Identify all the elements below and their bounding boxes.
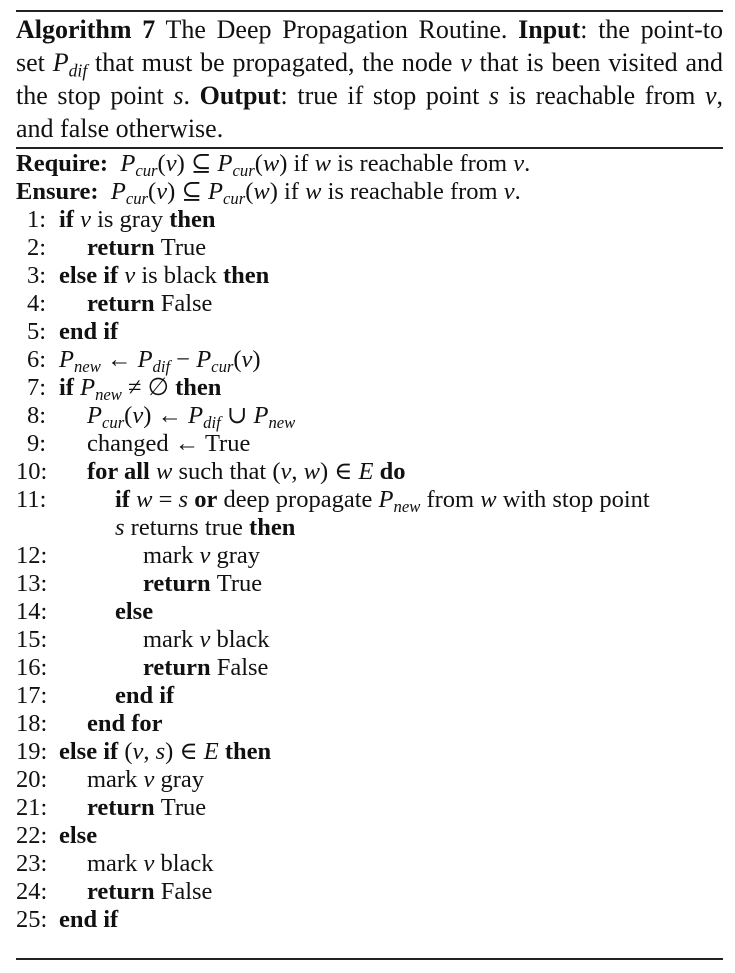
text: is gray <box>90 206 170 233</box>
ensure-content <box>16 178 521 206</box>
math-var: v <box>143 766 155 793</box>
text: mark <box>87 766 144 793</box>
line-content <box>87 290 212 318</box>
algorithm-caption <box>16 13 723 145</box>
text: is reachable from <box>330 150 514 177</box>
line-content <box>87 430 250 458</box>
math-var: v <box>199 542 211 569</box>
line-content <box>59 318 118 346</box>
math-sym: ∪ <box>220 402 254 429</box>
math-var: P <box>137 346 153 373</box>
math-var: v <box>280 458 292 485</box>
math-var: v <box>199 626 211 653</box>
algo-line-24 <box>16 878 723 906</box>
text: mark <box>143 542 200 569</box>
line-number: 23: <box>16 850 48 877</box>
line-number: 8: <box>26 402 46 429</box>
math-sub: cur <box>125 188 149 208</box>
require-content <box>16 150 530 178</box>
algo-line-9 <box>16 430 723 458</box>
line-content <box>143 542 260 570</box>
math-var: w <box>305 178 322 205</box>
algo-line-11 <box>16 486 723 542</box>
line-content <box>59 906 118 934</box>
math-sym: , <box>291 458 304 485</box>
algo-line-21 <box>16 794 723 822</box>
caption-text: . <box>183 81 200 110</box>
math-var: w <box>480 486 497 513</box>
caption-text: is reachable from <box>499 81 705 110</box>
line-number: 12: <box>16 542 48 569</box>
math-var: P <box>188 402 204 429</box>
math-sub: cur <box>211 356 234 376</box>
algo-line-20 <box>16 766 723 794</box>
algo-line-15 <box>16 626 723 654</box>
text: changed ← <box>87 430 205 457</box>
line-number: 4: <box>26 290 46 317</box>
math-sym: ∈ <box>328 458 359 485</box>
line-content <box>87 458 406 486</box>
line-content <box>143 654 268 682</box>
require-label: Require: <box>16 150 109 177</box>
line-number: 13: <box>16 570 48 597</box>
math-sym: ⊆ <box>184 150 218 177</box>
math-var: w <box>262 150 280 177</box>
math-var: v <box>503 178 515 205</box>
math-var: P <box>120 150 136 177</box>
math-sym: − <box>170 346 197 373</box>
math-var: v <box>124 262 136 289</box>
line-content <box>87 766 204 794</box>
math-var: s <box>178 486 189 513</box>
math-sym: ( <box>124 402 133 429</box>
line-number: 19: <box>16 738 48 765</box>
text: gray <box>210 542 261 569</box>
line-number: 22: <box>16 822 48 849</box>
math-sym: ⊆ <box>175 178 209 205</box>
algo-line-4 <box>16 290 723 318</box>
line-content <box>115 486 650 514</box>
line-number: 11: <box>16 486 47 513</box>
math-var: w <box>303 458 320 485</box>
text: if <box>287 150 315 177</box>
math-sym: ( <box>233 346 242 373</box>
math-var: v <box>132 738 144 765</box>
math-var: P <box>217 150 233 177</box>
line-content <box>59 374 221 402</box>
math-var: P <box>208 178 223 205</box>
line-content <box>87 710 163 738</box>
keyword: else <box>115 598 154 625</box>
algorithm-title: The Deep Propagation Routine. <box>165 15 508 44</box>
line-number: 7: <box>26 374 46 401</box>
math-sym: , <box>143 738 156 765</box>
algorithm-label: Algorithm 7 <box>16 15 156 44</box>
algo-line-22 <box>16 822 723 850</box>
caption-text: that must be propagated, the node <box>87 48 461 77</box>
text: black <box>210 626 270 653</box>
keyword: then <box>249 514 296 541</box>
math-var: v <box>143 850 155 877</box>
keyword: return <box>87 234 155 261</box>
math-sub: cur <box>232 160 255 180</box>
keyword: then <box>222 262 270 289</box>
line-number: 17: <box>16 682 48 709</box>
math-var: v <box>132 402 144 429</box>
text: from <box>420 486 481 513</box>
caption-text: : true if stop point <box>280 81 489 110</box>
line-content <box>143 570 262 598</box>
keyword: if <box>59 206 74 233</box>
line-content <box>59 822 97 850</box>
math-var: v <box>165 150 177 177</box>
text: mark <box>143 626 200 653</box>
text: is black <box>135 262 223 289</box>
keyword: else <box>59 822 98 849</box>
math-sym: ) <box>252 346 261 373</box>
math-sym: ) <box>319 458 329 485</box>
line-number: 2: <box>26 234 46 261</box>
line-number: 1: <box>26 206 46 233</box>
math-sub: cur <box>222 188 246 208</box>
line-number: 16: <box>16 654 48 681</box>
keyword: end for <box>87 710 163 737</box>
line-content <box>59 346 261 374</box>
caption-text: that is been visited and the stop point <box>16 48 724 110</box>
keyword: then <box>224 738 272 765</box>
line-number: 9: <box>26 430 46 457</box>
line-number: 14: <box>16 598 48 625</box>
algo-line-17 <box>16 682 723 710</box>
keyword: return <box>143 654 211 681</box>
math-sym: ( <box>272 458 281 485</box>
math-var: P <box>253 402 269 429</box>
text: black <box>154 850 214 877</box>
algo-line-14 <box>16 598 723 626</box>
algo-line-18 <box>16 710 723 738</box>
math-sym: ( <box>254 150 263 177</box>
keyword: then <box>175 374 222 401</box>
math-var: P <box>378 486 394 513</box>
math-sub: new <box>393 496 421 516</box>
math-sym: ) <box>143 402 152 429</box>
text: False <box>216 654 269 681</box>
algo-line-8 <box>16 402 723 430</box>
line-content <box>115 598 153 626</box>
math-sym: ) <box>269 178 278 205</box>
math-sym: ) <box>165 738 174 765</box>
keyword: return <box>87 290 155 317</box>
keyword: for all <box>87 458 150 485</box>
text: deep propagate <box>217 486 379 513</box>
text: True <box>216 570 263 597</box>
line-content <box>87 878 212 906</box>
text: returns true <box>124 514 250 541</box>
algorithm-mid-rule <box>16 147 723 149</box>
math-var: P <box>196 346 212 373</box>
algo-line-19 <box>16 738 723 766</box>
math-sub: new <box>95 384 122 404</box>
require-line <box>16 150 723 178</box>
math-sub: cur <box>135 160 158 180</box>
math-var: s <box>115 514 125 541</box>
algo-line-25 <box>16 906 723 934</box>
algo-line-2 <box>16 234 723 262</box>
caption-text: , and false otherwise. <box>16 81 723 143</box>
text: True <box>204 430 251 457</box>
math-var: P <box>52 48 69 77</box>
math-sub: dif <box>68 60 88 81</box>
keyword: do <box>379 458 406 485</box>
line-content <box>87 402 295 430</box>
ensure-label: Ensure: <box>16 178 99 205</box>
keyword: end if <box>59 906 119 933</box>
math-var: s <box>155 738 166 765</box>
line-number: 6: <box>26 346 46 373</box>
caption-text: : the point-to set <box>16 15 723 77</box>
math-var: E <box>358 458 374 485</box>
line-content <box>143 626 270 654</box>
keyword: else if <box>59 262 119 289</box>
text: mark <box>87 850 144 877</box>
line-content <box>59 262 269 290</box>
text: False <box>160 290 213 317</box>
math-var: w <box>155 458 173 485</box>
math-var: w <box>253 178 270 205</box>
keyword: return <box>143 570 211 597</box>
line-content <box>59 738 271 766</box>
line-number: 21: <box>16 794 48 821</box>
text: is reachable from <box>321 178 504 205</box>
input-label: Input <box>518 15 581 44</box>
math-var: E <box>203 738 219 765</box>
keyword: end if <box>115 682 175 709</box>
text: with stop point <box>496 486 650 513</box>
math-sym: ) <box>279 150 288 177</box>
algo-line-3 <box>16 262 723 290</box>
math-sym: ≠ ∅ <box>121 374 176 401</box>
algo-line-12 <box>16 542 723 570</box>
keyword: then <box>169 206 216 233</box>
algo-line-23 <box>16 850 723 878</box>
math-sub: dif <box>203 412 221 432</box>
ensure-line <box>16 178 723 206</box>
math-sym: ∈ <box>173 738 204 765</box>
line-number: 3: <box>26 262 46 289</box>
line-number: 24: <box>16 878 48 905</box>
text: True <box>160 234 207 261</box>
line-continuation <box>115 514 295 542</box>
line-content <box>87 850 214 878</box>
line-number: 18: <box>16 710 48 737</box>
line-content <box>59 206 216 234</box>
keyword: end if <box>59 318 119 345</box>
math-var: v <box>80 206 91 233</box>
line-content <box>87 794 206 822</box>
keyword: or <box>194 486 218 513</box>
output-label: Output <box>199 81 281 110</box>
algo-line-16 <box>16 654 723 682</box>
algo-line-1 <box>16 206 723 234</box>
line-content <box>115 682 174 710</box>
line-content <box>87 234 206 262</box>
math-var: w <box>136 486 153 513</box>
math-sub: cur <box>101 412 125 432</box>
math-sub: new <box>268 412 296 432</box>
keyword: return <box>87 878 155 905</box>
math-sub: dif <box>152 356 171 376</box>
math-var: v <box>513 150 525 177</box>
math-sym: ) <box>176 150 185 177</box>
line-number: 25: <box>16 906 48 933</box>
math-sym: = <box>152 486 179 513</box>
text: . <box>524 150 531 177</box>
keyword: if <box>115 486 130 513</box>
text: . <box>514 178 521 205</box>
math-sub: new <box>73 356 101 376</box>
line-number: 5: <box>26 318 46 345</box>
algo-line-10 <box>16 458 723 486</box>
text: such that <box>172 458 273 485</box>
math-sym: ← <box>100 346 138 373</box>
line-number: 15: <box>16 626 48 653</box>
algo-line-5 <box>16 318 723 346</box>
text: True <box>160 794 207 821</box>
math-var: P <box>80 374 96 401</box>
keyword: return <box>87 794 155 821</box>
line-number: 20: <box>16 766 48 793</box>
math-var: w <box>314 150 331 177</box>
algo-line-13 <box>16 570 723 598</box>
algo-line-6 <box>16 346 723 374</box>
math-sym: ( <box>148 178 157 205</box>
math-var: s <box>488 81 500 110</box>
keyword: else if <box>59 738 119 765</box>
algorithm-top-rule <box>16 10 723 12</box>
math-sym: ) <box>167 178 176 205</box>
line-number: 10: <box>16 458 48 485</box>
math-var: v <box>241 346 253 373</box>
math-sym: ← <box>151 402 189 429</box>
math-var: P <box>110 178 126 205</box>
text: False <box>160 878 213 905</box>
algorithm-bottom-rule <box>16 958 723 960</box>
math-sym: ( <box>157 150 166 177</box>
math-var: v <box>460 48 472 77</box>
algo-line-7 <box>16 374 723 402</box>
math-var: P <box>59 346 74 373</box>
keyword: if <box>59 374 74 401</box>
math-var: v <box>156 178 168 205</box>
math-var: v <box>704 81 717 110</box>
text: if <box>277 178 306 205</box>
text: gray <box>154 766 205 793</box>
algorithm-body <box>16 150 723 934</box>
math-var: P <box>87 402 102 429</box>
math-var: s <box>173 81 184 110</box>
math-sym: ( <box>245 178 254 205</box>
math-sym: ( <box>124 738 133 765</box>
